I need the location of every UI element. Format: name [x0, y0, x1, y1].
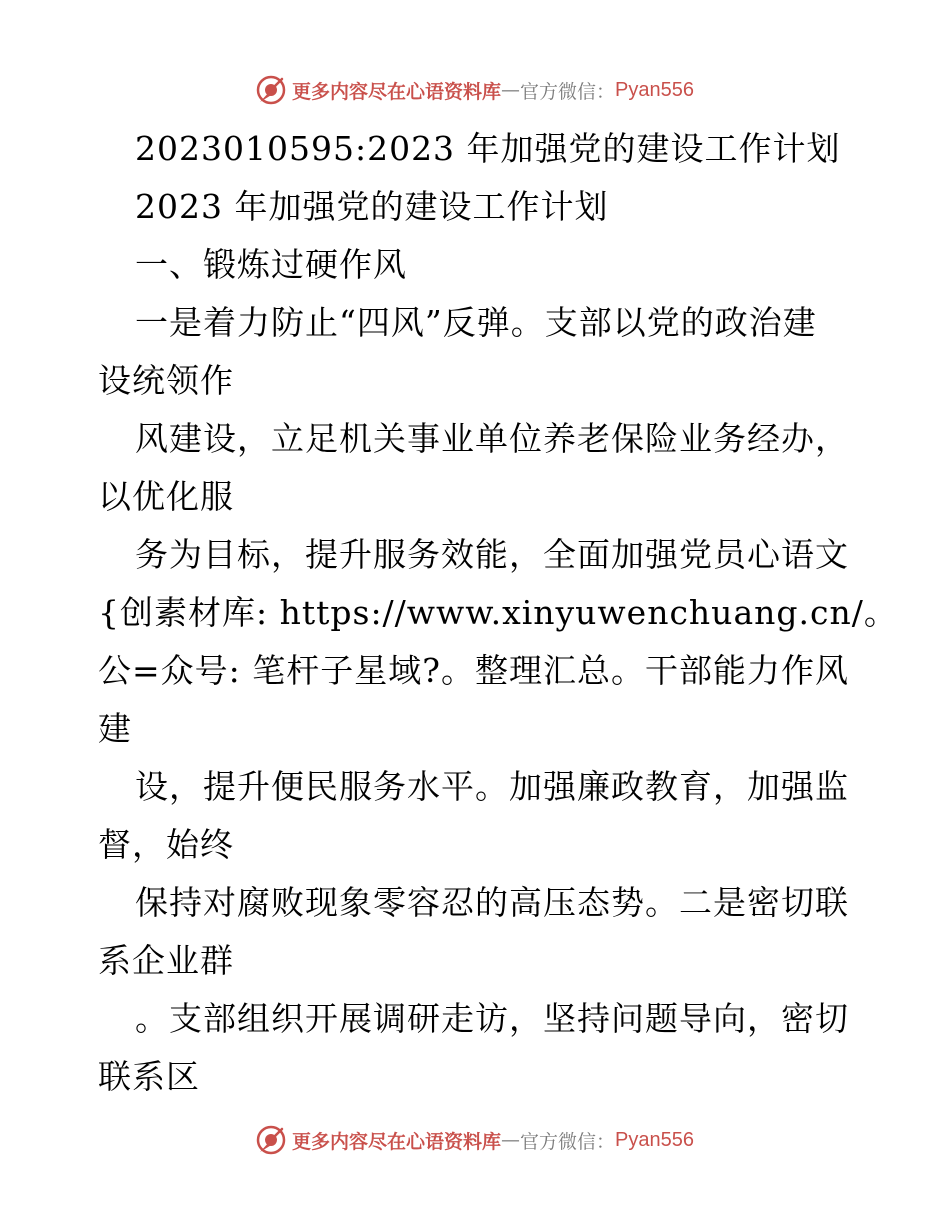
paragraph-line: 联系区 [98, 1057, 200, 1096]
banner-official-label: 官方微信： [520, 80, 616, 103]
banner-official-label: 官方微信： [520, 1130, 616, 1153]
paragraph-line: 系企业群 [98, 941, 234, 980]
paragraph-line: 公=众号: 笔杆子星域?。整理汇总。干部能力作风 [98, 651, 849, 690]
paragraph-line: 。支部组织开展调研走访，坚持问题导向，密切 [135, 999, 849, 1038]
paragraph-line: {创素材库: https://www.xinyuwenchuang.cn/。 [98, 593, 898, 632]
paragraph-line: 建 [98, 709, 132, 748]
document-body [98, 120, 898, 1106]
paragraph-line: 设，提升便民服务水平。加强廉政教育，加强监 [135, 767, 849, 806]
paragraph-line: 设统领作 [98, 361, 234, 400]
pen-logo-icon [256, 75, 286, 105]
paragraph-line: 督，始终 [98, 825, 234, 864]
section-heading: 一、锻炼过硬作风 [135, 245, 407, 284]
document-subtitle: 2023 年加强党的建设工作计划 [135, 187, 609, 226]
paragraph-line: 务为目标，提升服务效能，全面加强党员心语文 [135, 535, 849, 574]
paragraph-line: 以优化服 [98, 477, 234, 516]
pen-logo-icon [256, 1125, 286, 1155]
header-banner [0, 70, 950, 110]
document-title: 2023010595:2023 年加强党的建设工作计划 [135, 129, 841, 168]
banner-wechat-id: Pyan556 [615, 1128, 694, 1151]
banner-dash: — [501, 79, 521, 101]
banner-main-text: 更多内容尽在心语资料库 [292, 80, 502, 103]
banner-main-text: 更多内容尽在心语资料库 [292, 1130, 502, 1153]
footer-banner [0, 1120, 950, 1160]
paragraph-line: 风建设，立足机关事业单位养老保险业务经办， [135, 419, 849, 458]
banner-wechat-id: Pyan556 [615, 78, 694, 101]
banner-dash: — [501, 1129, 521, 1151]
paragraph-line: 保持对腐败现象零容忍的高压态势。二是密切联 [135, 883, 849, 922]
paragraph-line: 一是着力防止“四风”反弹。支部以党的政治建 [135, 303, 817, 342]
